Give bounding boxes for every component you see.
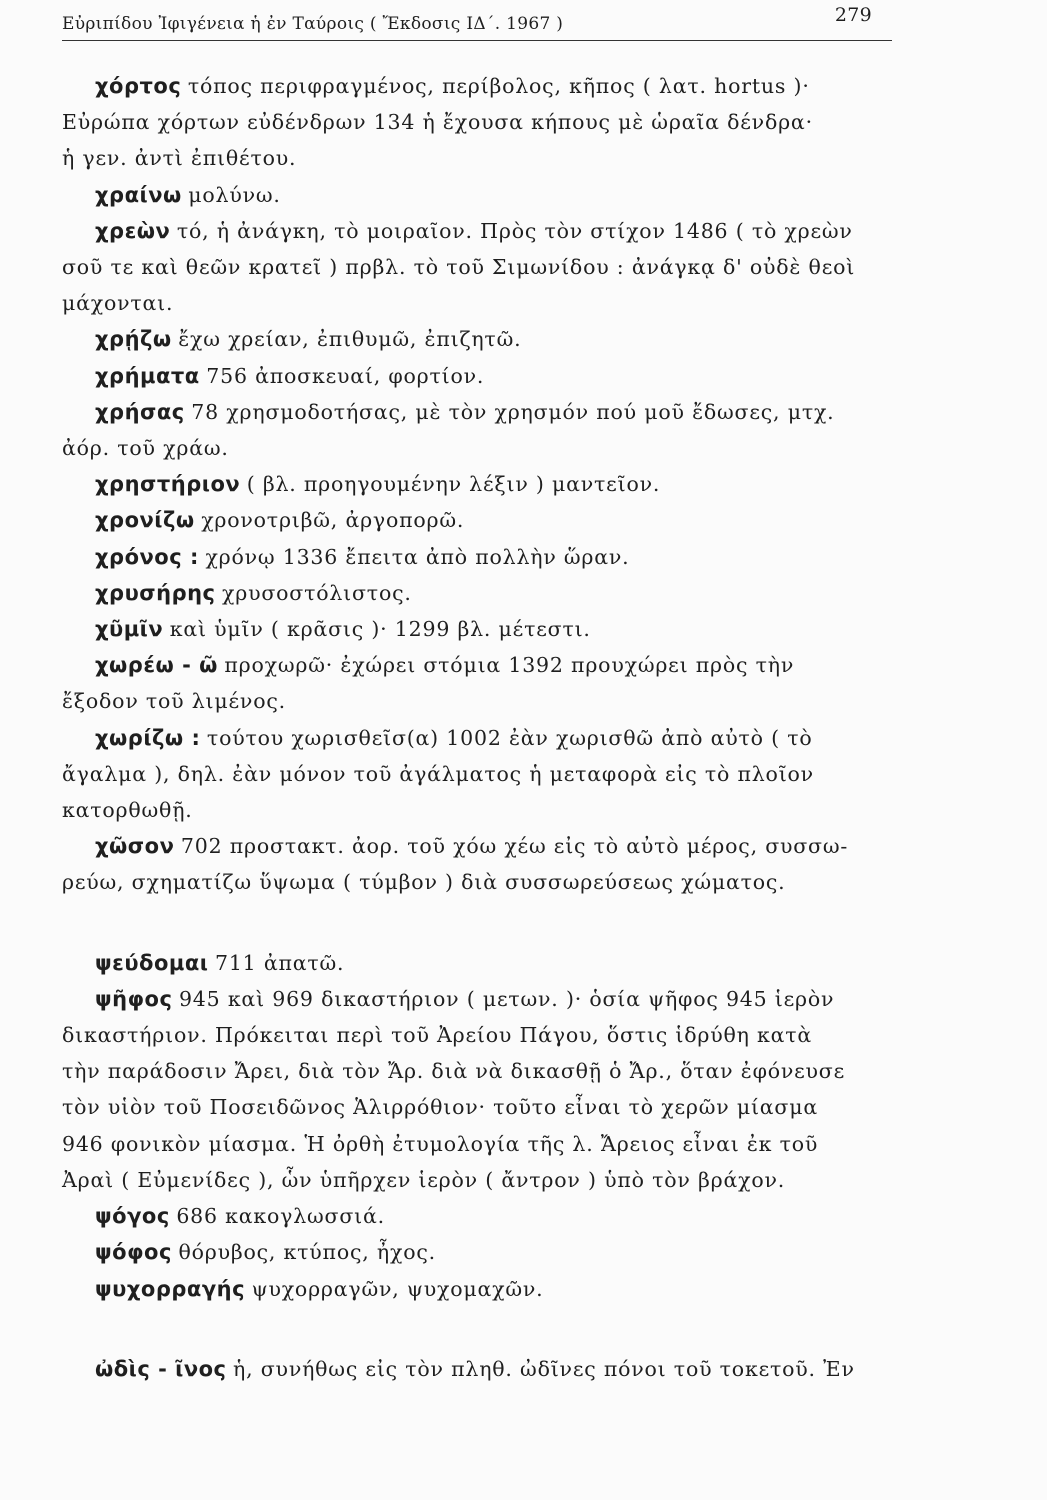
definition-line: ἡ γεν. ἀντὶ ἐπιθέτου. xyxy=(62,146,297,171)
definition-line: κατορθωθῇ. xyxy=(62,798,193,823)
header-title: Εὐριπίδου Ἰφιγένεια ἡ ἐν Ταύροις ( Ἔκδοσις ΙΔ΄. 1967 ) xyxy=(62,14,564,34)
definition-line: χρονοτριβῶ, ἀργοπορῶ. xyxy=(201,508,465,533)
entry-chymin xyxy=(95,611,925,647)
entry-psophos xyxy=(95,1234,925,1270)
definition-line: προχωρῶ· ἐχώρει στόμια 1392 προυχώρει πρὸς τὴν xyxy=(224,653,795,678)
glossary-entries xyxy=(62,68,925,1387)
headword: χρυσήρης xyxy=(95,580,216,605)
entry-chronos xyxy=(95,539,925,575)
definition-line: 702 προστακτ. ἀορ. τοῦ χόω χέω εἰς τὸ αὐτὸ μέρος, συσσω- xyxy=(180,834,849,859)
definition-line: ἔξοδον τοῦ λιμένος. xyxy=(62,689,286,714)
entry-chresterion xyxy=(95,466,925,502)
definition-line: 711 ἀπατῶ. xyxy=(215,950,345,975)
headword: ψόγος xyxy=(95,1204,170,1229)
headword: ψεύδομαι xyxy=(95,950,209,975)
headword: χρήσας xyxy=(95,399,185,424)
entry-odis xyxy=(95,1351,925,1387)
entry-chorizo xyxy=(62,720,925,829)
entry-chrezo xyxy=(95,321,925,357)
headword: χρεὼν xyxy=(95,218,171,243)
headword: χρόνος : xyxy=(95,544,199,569)
definition-line: ἄγαλμα ), δηλ. ἐὰν μόνον τοῦ ἀγάλματος ἡ μεταφορὰ εἰς τὸ πλοῖον xyxy=(62,761,814,786)
headword: χῦμῖν xyxy=(95,617,164,642)
headword: χρονίζω xyxy=(95,508,195,533)
definition-line: θόρυβος, κτύπος, ἦχος. xyxy=(178,1240,436,1265)
definition-line: σοῦ τε καὶ θεῶν κρατεῖ ) πρβλ. τὸ τοῦ Σιμωνίδου : ἀνάγκᾳ δ' οὐδὲ θεοὶ xyxy=(62,255,856,280)
definition-line: χρυσοστόλιστος. xyxy=(222,580,412,605)
section-break xyxy=(95,901,925,945)
definition-line: 686 κακογλωσσιά. xyxy=(176,1204,385,1229)
entry-psephos xyxy=(62,981,925,1198)
definition-line: ἡ, συνήθως εἰς τὸν πληθ. ὠδῖνες πόνοι τοῦ τοκετοῦ. Ἐν xyxy=(233,1356,855,1381)
headword: ψυχορραγής xyxy=(95,1276,246,1301)
entry-chremata xyxy=(95,358,925,394)
definition-line: 78 χρησμοδοτήσας, μὲ τὸν χρησμόν πού μοῦ ἔδωσες, μτχ. xyxy=(191,399,835,424)
headword: χραίνω xyxy=(95,182,182,207)
definition-line: 946 φονικὸν μίασμα. Ἡ ὀρθὴ ἐτυμολογία τῆς λ. Ἄρειος εἶναι ἐκ τοῦ xyxy=(62,1131,819,1156)
headword: χρῄζω xyxy=(95,327,172,352)
entry-choreo xyxy=(62,647,925,719)
headword: χρήματα xyxy=(95,363,200,388)
definition-line: ἀόρ. τοῦ χράω. xyxy=(62,436,229,461)
headword: χωρίζω : xyxy=(95,725,201,750)
definition-line: ἔχω χρείαν, ἐπιθυμῶ, ἐπιζητῶ. xyxy=(178,327,522,352)
definition-line: Ἀραὶ ( Εὐμενίδες ), ὧν ὑπῆρχεν ἱερὸν ( ἄντρον ) ὑπὸ τὸν βράχον. xyxy=(62,1167,786,1192)
definition-line: τόπος περιφραγμένος, περίβολος, κῆπος ( λατ. hortus )· xyxy=(187,74,810,98)
definition-line: ψυχορραγῶν, ψυχομαχῶν. xyxy=(251,1276,544,1301)
headword: χωρέω - ῶ xyxy=(95,653,218,678)
entry-chryseres xyxy=(95,575,925,611)
definition-line: καὶ ὑμῖν ( κρᾶσις )· 1299 βλ. μέτεστι. xyxy=(169,617,591,642)
definition-line: 756 ἀποσκευαί, φορτίον. xyxy=(206,363,485,388)
section-break xyxy=(95,1307,925,1351)
definition-line: μολύνω. xyxy=(188,182,281,207)
entry-chronizo xyxy=(95,502,925,538)
page-number: 279 xyxy=(834,4,872,26)
definition-line: τὸν υἱὸν τοῦ Ποσειδῶνος Ἁλιρρόθιον· τοῦτο εἶναι τὸ χερῶν μίασμα xyxy=(62,1095,818,1120)
definition-line: χρόνῳ 1336 ἔπειτα ἀπὸ πολλὴν ὥραν. xyxy=(205,544,630,569)
entry-psogos xyxy=(95,1198,925,1234)
definition-line: τὴν παράδοσιν Ἄρει, διὰ τὸν Ἄρ. διὰ νὰ δικασθῇ ὁ Ἄρ., ὅταν ἐφόνευσε xyxy=(62,1059,846,1084)
entry-pseudomai xyxy=(95,945,925,981)
definition-line: ( βλ. προηγουμένην λέξιν ) μαντεῖον. xyxy=(246,472,661,497)
entry-chortos xyxy=(62,68,925,177)
definition-line: τούτου χωρισθεῖσ(α) 1002 ἐὰν χωρισθῶ ἀπὸ αὐτὸ ( τὸ xyxy=(206,725,813,750)
entry-chreon xyxy=(62,213,925,322)
headword: ψόφος xyxy=(95,1240,172,1265)
headword: χρηστήριον xyxy=(95,472,241,497)
headword: ὠδὶς - ῖνος xyxy=(95,1356,227,1381)
headword: χῶσον xyxy=(95,834,175,859)
definition-line: ρεύω, σχηματίζω ὕψωμα ( τύμβον ) διὰ συσσωρεύσεως χώματος. xyxy=(62,870,786,895)
definition-line: τό, ἡ ἀνάγκη, τὸ μοιραῖον. Πρὸς τὸν στίχον 1486 ( τὸ χρεὼν xyxy=(176,218,853,243)
running-header xyxy=(62,6,892,41)
entry-psychorrages xyxy=(95,1271,925,1307)
headword: χόρτος xyxy=(95,74,182,98)
headword: ψῆφος xyxy=(95,986,173,1011)
definition-line: 945 καὶ 969 δικαστήριον ( μετων. )· ὁσία ψῆφος 945 ἱερὸν xyxy=(178,986,835,1011)
definition-line: μάχονται. xyxy=(62,291,174,316)
definition-line: Εὐρώπα χόρτων εὐδένδρων 134 ἡ ἔχουσα κήπους μὲ ὡραῖα δένδρα· xyxy=(62,110,813,135)
entry-chresas xyxy=(62,394,925,466)
entry-choson xyxy=(62,828,925,900)
definition-line: δικαστήριον. Πρόκειται περὶ τοῦ Ἀρείου Πάγου, ὅστις ἱδρύθη κατὰ xyxy=(62,1023,813,1048)
entry-chraino xyxy=(95,177,925,213)
